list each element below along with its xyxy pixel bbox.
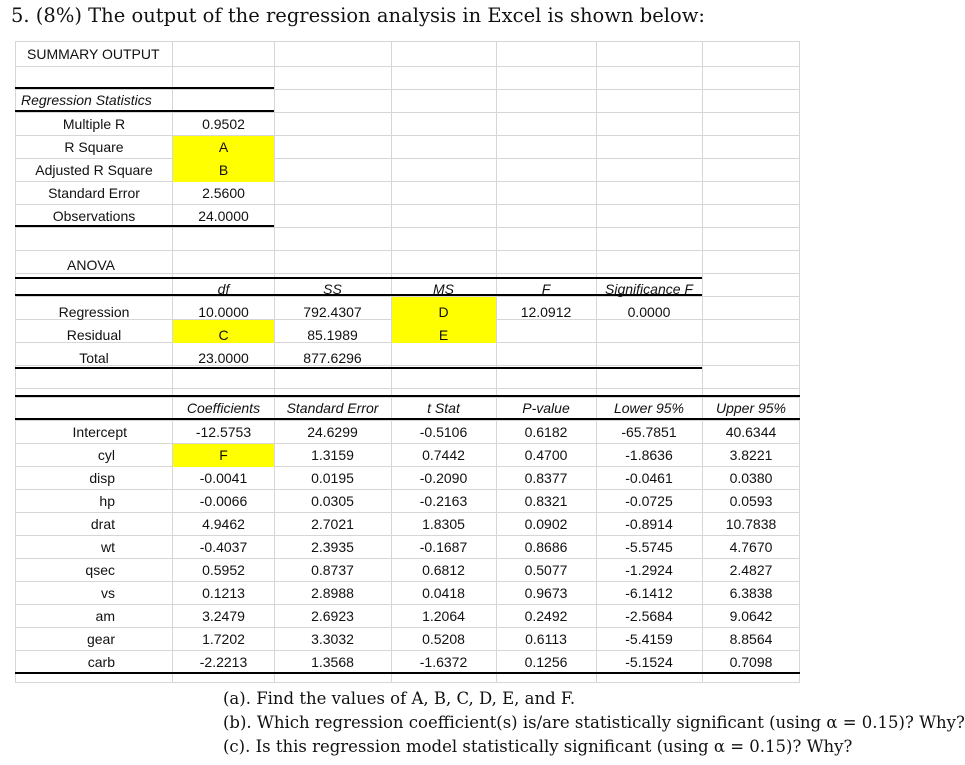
coef-upper-95: 10.7838 xyxy=(725,516,777,532)
coef-row-label: gear xyxy=(86,631,115,647)
coef-value: 0.1213 xyxy=(202,585,245,601)
coef-p-value: 0.8377 xyxy=(524,470,568,486)
coef-p-value: 0.6182 xyxy=(524,424,568,440)
coef-upper-95: 0.7098 xyxy=(729,654,773,670)
coef-p-value: 0.2492 xyxy=(524,608,568,624)
stat-value: 0.9502 xyxy=(202,116,245,132)
anova-ss: 792.4307 xyxy=(303,304,362,320)
coef-value: 1.7202 xyxy=(202,631,245,647)
coef-upper-95: 0.0380 xyxy=(729,470,773,486)
anova-title: ANOVA xyxy=(67,257,115,273)
coef-value: 0.5952 xyxy=(202,562,245,578)
coef-t-stat: 0.6812 xyxy=(422,562,465,578)
coef-t-stat: 1.2064 xyxy=(422,608,465,624)
coef-value: 4.9462 xyxy=(202,516,245,532)
coef-row-label: disp xyxy=(89,470,115,486)
coef-value: F xyxy=(219,447,228,463)
stat-label: Adjusted R Square xyxy=(35,162,153,178)
question-part-c: (c). Is this regression model statistically significant (using α = 0.15)? Why? xyxy=(223,737,853,756)
coef-header-lower-95: Lower 95% xyxy=(613,400,685,416)
gridline xyxy=(15,250,800,251)
stat-value: 2.5600 xyxy=(202,185,245,201)
coef-upper-95: 4.7670 xyxy=(729,539,773,555)
anova-row-label: Regression xyxy=(58,304,130,320)
coef-row-label: drat xyxy=(90,516,115,532)
coef-t-stat: 0.5208 xyxy=(422,631,465,647)
coef-lower-95: -5.5745 xyxy=(625,539,673,555)
coef-std-error: 3.3032 xyxy=(311,631,354,647)
coef-upper-95: 9.0642 xyxy=(729,608,773,624)
coef-row-label: carb xyxy=(87,654,115,670)
coef-lower-95: -6.1412 xyxy=(625,585,673,601)
regression-statistics-header: Regression Statistics xyxy=(21,92,152,108)
coef-header-coefficients: Coefficients xyxy=(186,400,261,416)
coef-t-stat: 1.8305 xyxy=(422,516,465,532)
coef-row-label: qsec xyxy=(85,562,115,578)
stat-label: R Square xyxy=(64,139,124,155)
coef-p-value: 0.8686 xyxy=(524,539,568,555)
stat-label: Standard Error xyxy=(48,185,140,201)
coef-std-error: 1.3568 xyxy=(311,654,354,670)
coef-upper-95: 8.8564 xyxy=(729,631,773,647)
coef-row-label: hp xyxy=(99,493,115,509)
coef-std-error: 0.0305 xyxy=(311,493,354,509)
coef-lower-95: -1.8636 xyxy=(625,447,673,463)
coef-value: -2.2213 xyxy=(199,654,248,670)
coef-lower-95: -0.0461 xyxy=(625,470,673,486)
gridline xyxy=(15,66,800,67)
coef-t-stat: -0.5106 xyxy=(419,424,468,440)
coef-lower-95: -2.5684 xyxy=(625,608,673,624)
coef-std-error: 2.6923 xyxy=(311,608,354,624)
coef-lower-95: -5.4159 xyxy=(625,631,673,647)
coef-row-label: Intercept xyxy=(72,424,127,440)
summary-title: SUMMARY OUTPUT xyxy=(27,46,160,62)
coef-std-error: 2.7021 xyxy=(311,516,354,532)
gridline xyxy=(15,388,800,389)
anova-significance-f: 0.0000 xyxy=(627,304,671,320)
coef-p-value: 0.0902 xyxy=(524,516,568,532)
stat-value: A xyxy=(218,139,229,155)
anova-df: 10.0000 xyxy=(198,304,249,320)
coef-header-upper-95: Upper 95% xyxy=(715,400,787,416)
coef-row-label: am xyxy=(95,608,115,624)
coef-row-label: vs xyxy=(101,585,115,601)
anova-ms: E xyxy=(438,327,449,343)
coef-t-stat: -0.2163 xyxy=(419,493,468,509)
question-part-b: (b). Which regression coefficient(s) is/are statistically significant (using α = 0.15)? Why? xyxy=(223,713,965,732)
anova-f: 12.0912 xyxy=(520,304,572,320)
anova-header-df: df xyxy=(217,281,230,297)
coef-upper-95: 0.0593 xyxy=(729,493,773,509)
coef-lower-95: -65.7851 xyxy=(621,424,677,440)
coef-lower-95: -0.0725 xyxy=(625,493,673,509)
coef-upper-95: 2.4827 xyxy=(729,562,773,578)
coef-lower-95: -1.2924 xyxy=(625,562,673,578)
excel-regression-output xyxy=(15,41,800,683)
coef-p-value: 0.6113 xyxy=(525,631,567,647)
question-title: 5. (8%) The output of the regression analysis in Excel is shown below: xyxy=(11,4,706,27)
anova-ss: 877.6296 xyxy=(303,350,362,366)
coef-t-stat: -0.2090 xyxy=(419,470,468,486)
coef-std-error: 24.6299 xyxy=(307,424,358,440)
stat-value: 24.0000 xyxy=(198,208,249,224)
coef-p-value: 0.4700 xyxy=(524,447,568,463)
anova-header-ss: SS xyxy=(323,281,342,297)
coef-p-value: 0.5077 xyxy=(524,562,568,578)
coef-header-p-value: P-value xyxy=(522,400,570,416)
coef-p-value: 0.9673 xyxy=(524,585,568,601)
coef-value: -0.4037 xyxy=(199,539,248,555)
coef-upper-95: 3.8221 xyxy=(729,447,773,463)
coef-std-error: 0.0195 xyxy=(311,470,354,486)
coef-upper-95: 40.6344 xyxy=(725,424,777,440)
anova-df: C xyxy=(218,327,229,343)
coef-value: -12.5753 xyxy=(195,424,252,440)
coef-header-standard-error: Standard Error xyxy=(286,400,379,416)
coef-value: 3.2479 xyxy=(202,608,245,624)
question-part-a: (a). Find the values of A, B, C, D, E, and F. xyxy=(223,689,576,708)
anova-row-label: Residual xyxy=(66,327,122,343)
anova-header-significance-f: Significance F xyxy=(605,281,693,297)
coef-std-error: 0.8737 xyxy=(311,562,354,578)
coef-t-stat: -0.1687 xyxy=(419,539,468,555)
coef-t-stat: 0.7442 xyxy=(422,447,465,463)
anova-row-label: Total xyxy=(79,350,109,366)
coef-t-stat: -1.6372 xyxy=(419,654,468,670)
gridline xyxy=(15,41,800,42)
coef-std-error: 1.3159 xyxy=(311,447,354,463)
stat-label: Observations xyxy=(52,208,136,224)
coef-row-label: wt xyxy=(101,539,115,555)
stat-label: Multiple R xyxy=(62,116,126,132)
stat-value: B xyxy=(218,162,229,178)
coef-value: -0.0041 xyxy=(199,470,248,486)
coef-header-t-stat: t Stat xyxy=(427,400,460,416)
anova-header-f: F xyxy=(541,281,551,297)
coef-lower-95: -5.1524 xyxy=(625,654,673,670)
anova-df: 23.0000 xyxy=(198,350,249,366)
coef-p-value: 0.8321 xyxy=(524,493,568,509)
coef-value: -0.0066 xyxy=(199,493,248,509)
anova-header-ms: MS xyxy=(433,281,454,297)
coef-std-error: 2.3935 xyxy=(311,539,354,555)
anova-ss: 85.1989 xyxy=(307,327,358,343)
coef-p-value: 0.1256 xyxy=(524,654,568,670)
gridline xyxy=(15,682,800,683)
coef-t-stat: 0.0418 xyxy=(422,585,465,601)
coef-lower-95: -0.8914 xyxy=(625,516,673,532)
coef-row-label: cyl xyxy=(97,447,115,463)
coef-std-error: 2.8988 xyxy=(311,585,354,601)
anova-ms: D xyxy=(438,304,449,320)
coef-upper-95: 6.3838 xyxy=(729,585,773,601)
